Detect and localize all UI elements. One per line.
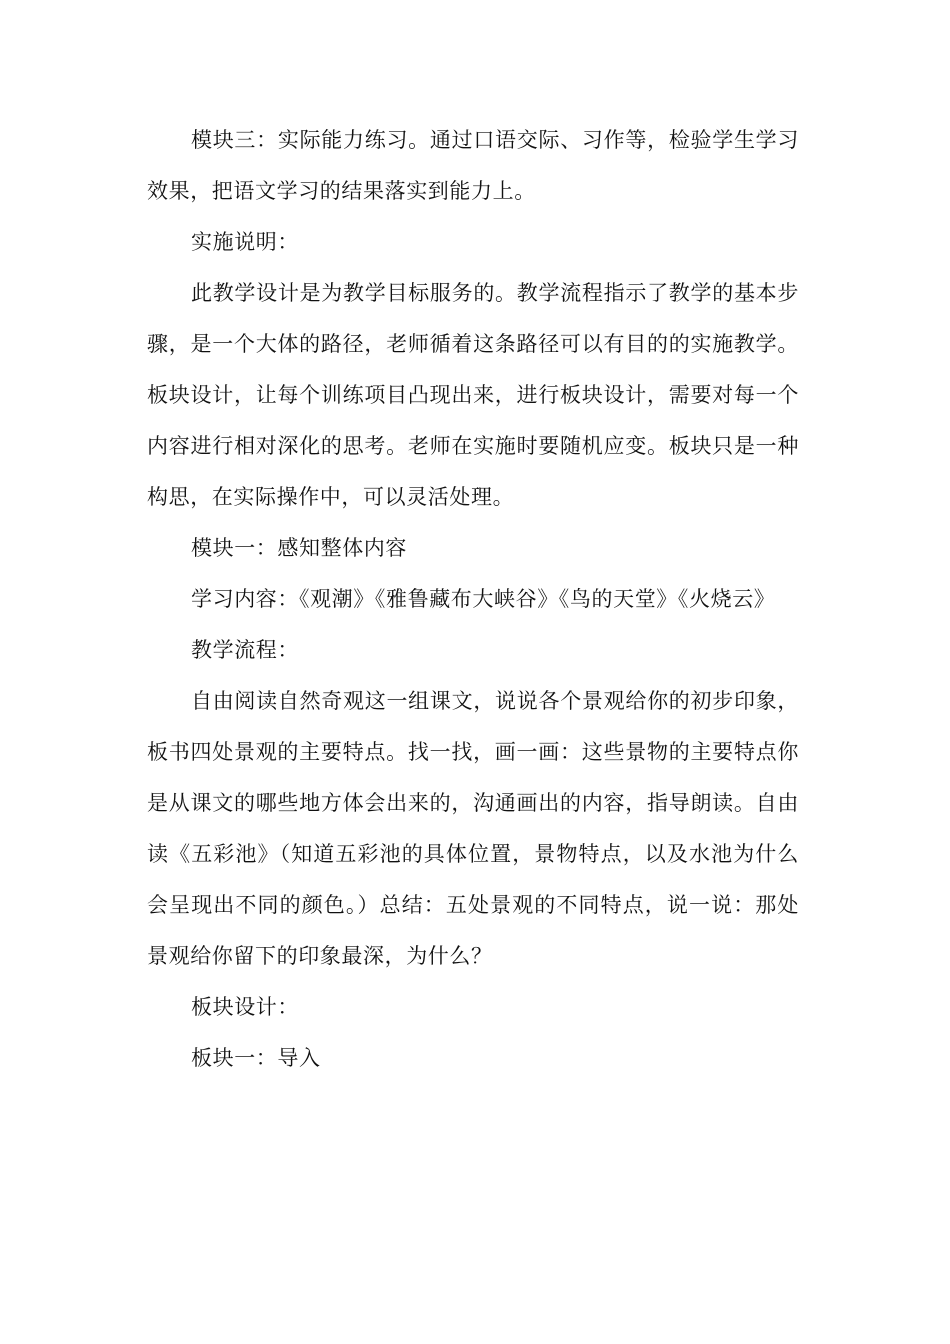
- paragraph-implementation-heading: 实施说明：: [191, 230, 299, 254]
- paragraph-learning-content: 学习内容：《观潮》《雅鲁藏布大峡谷》《鸟的天堂》《火烧云》: [191, 587, 776, 611]
- paragraph-module-one: 模块一：感知整体内容: [191, 536, 407, 560]
- paragraph-block-one: 板块一：导入: [191, 1046, 321, 1070]
- paragraph-block-design-heading: 板块设计：: [191, 995, 299, 1019]
- paragraph-teaching-flow-text: 自由阅读自然奇观这一组课文，说说各个景观给你的初步印象，板书四处景观的主要特点。找一找，画一画：这些景物的主要特点你是从课文的哪些地方体会出来的，沟通画出的内容，指导朗读。自由读《五彩池》（知道五彩池的具体位置，景物特点，以及水池为什么会呈现出不同的颜色。）总结：五处景观的不同特点，说一说：那处景观给你留下的印象最深，为什么？: [147, 689, 799, 968]
- document-body: [147, 115, 799, 1084]
- paragraph-teaching-flow-heading: 教学流程：: [191, 638, 299, 662]
- paragraph-implementation-text: 此教学设计是为教学目标服务的。教学流程指示了教学的基本步骤，是一个大体的路径，老师循着这条路径可以有目的的实施教学。板块设计，让每个训练项目凸现出来，进行板块设计，需要对每一个内容进行相对深化的思考。老师在实施时要随机应变。板块只是一种构思，在实际操作中，可以灵活处理。: [147, 281, 799, 509]
- paragraph-module-three: 模块三：实际能力练习。通过口语交际、习作等，检验学生学习效果，把语文学习的结果落实到能力上。: [147, 128, 799, 203]
